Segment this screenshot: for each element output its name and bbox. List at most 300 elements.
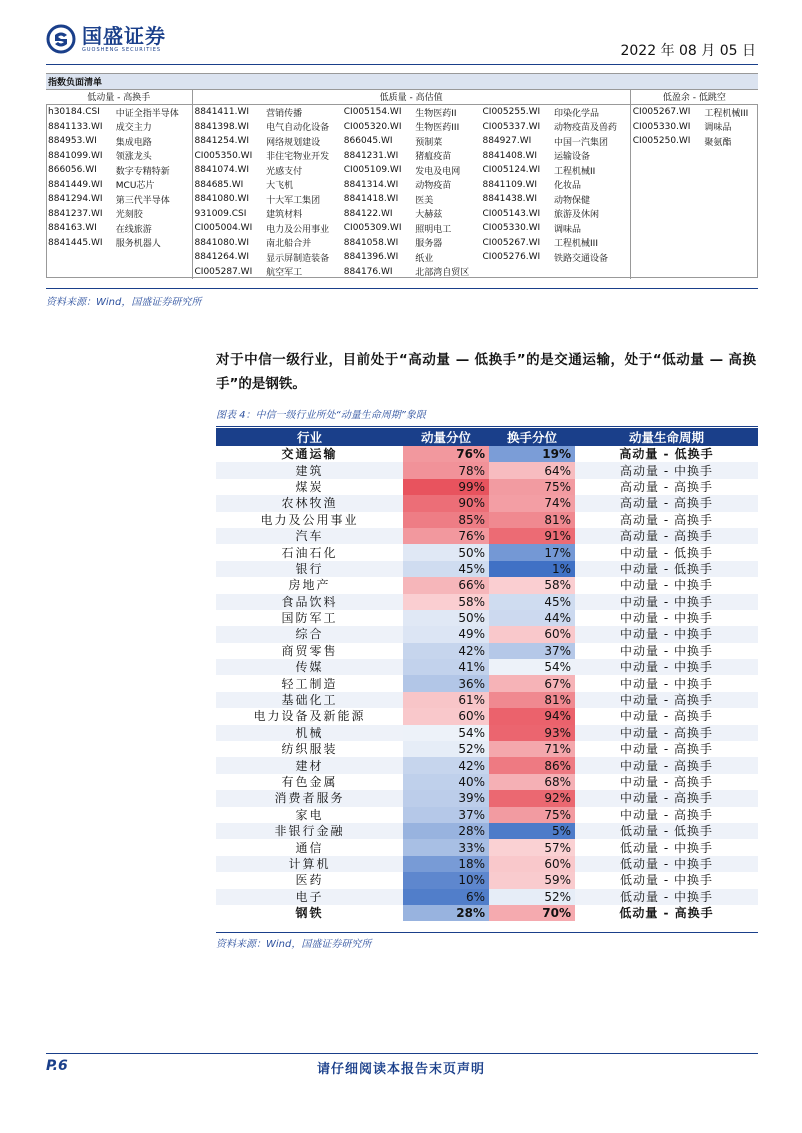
momentum-percentile: 50%	[403, 610, 489, 626]
footer-rule	[46, 1053, 758, 1054]
industry-name: 电力及公用事业	[216, 512, 403, 528]
index-list-group-row	[46, 89, 758, 105]
index-code: CI005267.WI	[630, 105, 702, 120]
index-name	[702, 192, 758, 207]
index-name: 第三代半导体	[115, 195, 170, 206]
cycle-quadrant: 中动量 - 高换手	[575, 790, 758, 806]
index-code: 8841398.WI	[192, 120, 264, 135]
industry-row	[216, 659, 758, 675]
turnover-percentile: 68%	[489, 774, 575, 790]
turnover-percentile: 81%	[489, 692, 575, 708]
cycle-quadrant: 低动量 - 中换手	[575, 889, 758, 905]
index-name: 服务器	[415, 239, 443, 250]
momentum-percentile: 40%	[403, 774, 489, 790]
index-code: CI005320.WI	[343, 121, 402, 132]
index-code: h30184.CSI	[48, 107, 100, 118]
industry-row	[216, 741, 758, 757]
index-name	[702, 221, 758, 236]
index-list-row	[46, 221, 758, 236]
turnover-percentile: 86%	[489, 757, 575, 773]
industry-name: 基础化工	[216, 692, 403, 708]
industry-row	[216, 544, 758, 560]
index-code: 8841418.WI	[343, 194, 399, 205]
index-name: 调味品	[704, 123, 732, 134]
momentum-percentile: 49%	[403, 626, 489, 642]
cycle-quadrant: 高动量 - 高换手	[575, 512, 758, 528]
turnover-percentile: 59%	[489, 872, 575, 888]
index-name: 光感支付	[266, 166, 303, 177]
index-name: 化妆品	[554, 181, 582, 192]
index-code: 8841264.WI	[192, 250, 264, 265]
index-code: CI005154.WI	[343, 107, 402, 118]
momentum-percentile: 78%	[403, 462, 489, 478]
industry-name: 食品饮料	[216, 594, 403, 610]
momentum-percentile: 76%	[403, 528, 489, 544]
index-code: 884163.WI	[48, 223, 97, 234]
index-code	[630, 221, 702, 236]
group-low-momentum-high-turnover: 低动量 - 高换手	[46, 89, 192, 105]
index-name: 营销传播	[266, 108, 303, 119]
turnover-percentile: 92%	[489, 790, 575, 806]
index-list-row	[46, 265, 758, 280]
momentum-percentile: 41%	[403, 659, 489, 675]
turnover-percentile: 70%	[489, 905, 575, 921]
page-header	[0, 0, 802, 70]
index-code: 8841411.WI	[192, 105, 264, 120]
index-list-row	[46, 207, 758, 222]
industry-name: 钢铁	[216, 905, 403, 921]
header-momentum: 动量分位	[403, 428, 489, 446]
index-code	[630, 207, 702, 222]
index-code: 8841080.WI	[192, 192, 264, 207]
header-cycle: 动量生命周期	[575, 428, 758, 446]
index-name: 显示屏制造装备	[266, 253, 330, 264]
index-code: 8841449.WI	[48, 179, 103, 190]
index-code: CI005330.WI	[630, 120, 702, 135]
cycle-quadrant: 低动量 - 低换手	[575, 823, 758, 839]
industry-name: 石油石化	[216, 544, 403, 560]
industry-row	[216, 495, 758, 511]
index-code: 8841099.WI	[48, 150, 103, 161]
turnover-percentile: 64%	[489, 462, 575, 478]
index-name: 网络规划建设	[266, 137, 321, 148]
momentum-percentile: 45%	[403, 561, 489, 577]
momentum-percentile: 60%	[403, 708, 489, 724]
industry-name: 传媒	[216, 659, 403, 675]
index-name: 工程机械III	[704, 108, 749, 119]
index-code: 8841254.WI	[192, 134, 264, 149]
industry-name: 农林牧渔	[216, 495, 403, 511]
index-name: 照明电工	[415, 224, 452, 235]
index-code	[630, 192, 702, 207]
index-code: CI005267.WI	[482, 237, 541, 248]
index-list-row	[46, 178, 758, 193]
index-list-row	[46, 163, 758, 178]
momentum-percentile: 85%	[403, 512, 489, 528]
momentum-percentile: 66%	[403, 577, 489, 593]
momentum-cycle-header-row	[216, 428, 758, 446]
index-code: 8841058.WI	[343, 237, 399, 248]
industry-name: 建筑	[216, 462, 403, 478]
industry-row	[216, 708, 758, 724]
turnover-percentile: 60%	[489, 856, 575, 872]
report-date: 2022 年 08 月 05 日	[620, 43, 756, 59]
index-code: 866045.WI	[343, 136, 393, 147]
index-code: 884927.WI	[482, 136, 532, 147]
index-code: 8841408.WI	[482, 150, 537, 161]
momentum-percentile: 50%	[403, 544, 489, 560]
industry-row	[216, 905, 758, 921]
turnover-percentile: 91%	[489, 528, 575, 544]
index-code: 8841445.WI	[48, 237, 103, 248]
index-name	[702, 207, 758, 222]
momentum-percentile: 99%	[403, 479, 489, 495]
index-code: 884953.WI	[48, 136, 97, 147]
index-code: CI005143.WI	[482, 208, 541, 219]
index-name	[702, 149, 758, 164]
momentum-percentile: 76%	[403, 446, 489, 462]
industry-name: 汽车	[216, 528, 403, 544]
cycle-quadrant: 中动量 - 高换手	[575, 741, 758, 757]
index-code	[481, 265, 553, 280]
industry-row	[216, 577, 758, 593]
index-code: CI005330.WI	[482, 223, 541, 234]
cycle-quadrant: 中动量 - 高换手	[575, 757, 758, 773]
index-name: 动物保健	[554, 195, 591, 206]
index-name: 聚氨酯	[704, 137, 732, 148]
index-code: CI005350.WI	[192, 149, 264, 164]
turnover-percentile: 45%	[489, 594, 575, 610]
industry-name: 通信	[216, 839, 403, 855]
momentum-percentile: 28%	[403, 823, 489, 839]
momentum-percentile: 52%	[403, 741, 489, 757]
turnover-percentile: 44%	[489, 610, 575, 626]
index-negative-list-table	[46, 74, 758, 279]
industry-row	[216, 675, 758, 691]
momentum-percentile: 36%	[403, 675, 489, 691]
cycle-quadrant: 中动量 - 中换手	[575, 610, 758, 626]
turnover-percentile: 54%	[489, 659, 575, 675]
index-name	[702, 236, 758, 251]
cycle-quadrant: 中动量 - 中换手	[575, 577, 758, 593]
index-code: CI005309.WI	[343, 223, 402, 234]
index-code: 8841080.WI	[192, 236, 264, 251]
industry-name: 有色金属	[216, 774, 403, 790]
turnover-percentile: 37%	[489, 643, 575, 659]
index-name: 医美	[415, 195, 434, 206]
industry-row	[216, 610, 758, 626]
cycle-quadrant: 低动量 - 高换手	[575, 905, 758, 921]
industry-row	[216, 528, 758, 544]
turnover-percentile: 60%	[489, 626, 575, 642]
footer-disclaimer: 请仔细阅读本报告末页声明	[316, 1062, 485, 1077]
turnover-percentile: 81%	[489, 512, 575, 528]
cycle-quadrant: 中动量 - 中换手	[575, 659, 758, 675]
industry-name: 纺织服装	[216, 741, 403, 757]
turnover-percentile: 5%	[489, 823, 575, 839]
index-code: 884122.WI	[343, 208, 393, 219]
turnover-percentile: 93%	[489, 725, 575, 741]
index-code: 8841231.WI	[343, 150, 399, 161]
momentum-percentile: 90%	[403, 495, 489, 511]
index-code: 866056.WI	[48, 165, 97, 176]
turnover-percentile: 94%	[489, 708, 575, 724]
index-name: 领涨龙头	[115, 152, 152, 163]
cycle-quadrant: 中动量 - 低换手	[575, 561, 758, 577]
index-name: 生物医药II	[415, 108, 457, 119]
industry-name: 家电	[216, 807, 403, 823]
index-code: CI005287.WI	[192, 265, 264, 280]
logo-icon	[46, 24, 76, 54]
page-number: P.6	[46, 1058, 68, 1074]
index-name	[702, 250, 758, 265]
index-list-title: 指数负面清单	[46, 74, 758, 89]
index-name: 铁路交通设备	[554, 253, 609, 264]
index-name: 调味品	[554, 224, 582, 235]
turnover-percentile: 74%	[489, 495, 575, 511]
index-name	[702, 163, 758, 178]
cycle-quadrant: 高动量 - 低换手	[575, 446, 758, 462]
index-code	[46, 250, 114, 265]
cycle-quadrant: 中动量 - 低换手	[575, 544, 758, 560]
momentum-percentile: 33%	[403, 839, 489, 855]
index-list-row	[46, 236, 758, 251]
index-name: 集成电路	[115, 137, 152, 148]
industry-row	[216, 774, 758, 790]
index-name: 成交主力	[115, 123, 152, 134]
index-name: 航空军工	[266, 268, 303, 279]
industry-name: 商贸零售	[216, 643, 403, 659]
industry-name: 轻工制造	[216, 675, 403, 691]
index-code: 8841396.WI	[343, 252, 399, 263]
industry-name: 非银行金融	[216, 823, 403, 839]
index-name	[114, 265, 192, 280]
turnover-percentile: 19%	[489, 446, 575, 462]
industry-row	[216, 462, 758, 478]
index-name: MCU芯片	[115, 181, 155, 192]
turnover-percentile: 17%	[489, 544, 575, 560]
cycle-quadrant: 高动量 - 中换手	[575, 462, 758, 478]
index-code: 8841237.WI	[48, 208, 103, 219]
index-code: 8841109.WI	[482, 179, 537, 190]
momentum-percentile: 39%	[403, 790, 489, 806]
momentum-percentile: 10%	[403, 872, 489, 888]
index-name: 工程机械II	[554, 166, 596, 177]
cycle-quadrant: 中动量 - 中换手	[575, 626, 758, 642]
industry-name: 综合	[216, 626, 403, 642]
cycle-quadrant: 低动量 - 中换手	[575, 856, 758, 872]
momentum-percentile: 6%	[403, 889, 489, 905]
index-list-row	[46, 105, 758, 120]
industry-name: 医药	[216, 872, 403, 888]
turnover-percentile: 67%	[489, 675, 575, 691]
index-code: 8841133.WI	[48, 121, 103, 132]
industry-row	[216, 807, 758, 823]
index-name: 印染化学品	[554, 108, 600, 119]
index-name: 大赫兹	[415, 210, 443, 221]
index-name: 服务机器人	[115, 239, 161, 250]
index-name	[552, 265, 630, 280]
industry-name: 国防军工	[216, 610, 403, 626]
index-name: 生物医药III	[415, 123, 460, 134]
index-name: 光刻胶	[115, 210, 143, 221]
index-name: 电力及公用事业	[266, 224, 330, 235]
momentum-percentile: 54%	[403, 725, 489, 741]
index-code: 8841314.WI	[343, 179, 399, 190]
index-name: 纸业	[415, 253, 434, 264]
index-code: CI005255.WI	[482, 107, 541, 118]
industry-row	[216, 790, 758, 806]
index-code: 8841438.WI	[482, 194, 537, 205]
index-name	[114, 250, 192, 265]
index-name: 电气自动化设备	[266, 123, 330, 134]
group-low-surplus-low-gap: 低盈余 - 低跳空	[630, 89, 758, 105]
industry-row	[216, 757, 758, 773]
index-name: 旅游及休闲	[554, 210, 600, 221]
index-code	[630, 250, 702, 265]
momentum-percentile: 42%	[403, 757, 489, 773]
momentum-percentile: 58%	[403, 594, 489, 610]
index-name: 在线旅游	[115, 224, 152, 235]
index-list-row	[46, 120, 758, 135]
index-code: CI005109.WI	[343, 165, 402, 176]
turnover-percentile: 75%	[489, 479, 575, 495]
index-name: 中证全指半导体	[115, 108, 179, 119]
index-code	[46, 265, 114, 280]
index-code: 8841294.WI	[48, 194, 103, 205]
index-name: 发电及电网	[415, 166, 461, 177]
header-industry: 行业	[216, 428, 403, 446]
industry-name: 电子	[216, 889, 403, 905]
industry-row	[216, 446, 758, 462]
index-code: 884176.WI	[343, 266, 393, 277]
index-name: 南北船合并	[266, 239, 312, 250]
turnover-percentile: 75%	[489, 807, 575, 823]
index-code: CI005337.WI	[482, 121, 541, 132]
industry-name: 消费者服务	[216, 790, 403, 806]
industry-row	[216, 839, 758, 855]
index-code	[630, 178, 702, 193]
company-logo	[46, 24, 166, 54]
index-code	[630, 163, 702, 178]
index-code	[630, 149, 702, 164]
momentum-percentile: 42%	[403, 643, 489, 659]
cycle-quadrant: 中动量 - 高换手	[575, 692, 758, 708]
body-paragraph: 对于中信一级行业，目前处于“高动量 — 低换手”的是交通运输，处于“低动量 — 高换手”的是钢铁。	[216, 352, 756, 392]
cycle-quadrant: 高动量 - 高换手	[575, 479, 758, 495]
index-code: CI005004.WI	[192, 221, 264, 236]
industry-row	[216, 889, 758, 905]
cycle-quadrant: 中动量 - 高换手	[575, 725, 758, 741]
index-name: 工程机械III	[554, 239, 598, 250]
cycle-quadrant: 低动量 - 中换手	[575, 839, 758, 855]
index-code: CI005250.WI	[630, 134, 702, 149]
index-name: 北部湾自贸区	[415, 268, 470, 279]
cycle-quadrant: 中动量 - 中换手	[575, 675, 758, 691]
index-list-title-row	[46, 74, 758, 89]
turnover-percentile: 58%	[489, 577, 575, 593]
index-name: 运输设备	[554, 152, 591, 163]
cycle-quadrant: 低动量 - 中换手	[575, 872, 758, 888]
momentum-percentile: 37%	[403, 807, 489, 823]
turnover-percentile: 57%	[489, 839, 575, 855]
index-code: 8841074.WI	[192, 163, 264, 178]
momentum-percentile: 18%	[403, 856, 489, 872]
cycle-quadrant: 中动量 - 高换手	[575, 774, 758, 790]
industry-row	[216, 872, 758, 888]
industry-row	[216, 643, 758, 659]
index-name: 预制菜	[415, 137, 443, 148]
index-name: 十大军工集团	[266, 195, 321, 206]
industry-name: 交通运输	[216, 446, 403, 462]
figure-source: 资料来源：Wind，国盛证券研究所	[216, 932, 758, 950]
index-name: 猪瘟疫苗	[415, 152, 452, 163]
industry-row	[216, 725, 758, 741]
group-low-quality-high-valuation: 低质量 - 高估值	[192, 89, 630, 105]
cycle-quadrant: 中动量 - 中换手	[575, 594, 758, 610]
cycle-quadrant: 中动量 - 高换手	[575, 807, 758, 823]
index-code: CI005124.WI	[482, 165, 541, 176]
logo-name-cn: 国盛证券	[82, 23, 166, 48]
index-code: 931009.CSI	[192, 207, 264, 222]
industry-row	[216, 561, 758, 577]
index-list-source: 资料来源：Wind，国盛证券研究所	[46, 288, 758, 308]
turnover-percentile: 71%	[489, 741, 575, 757]
index-name: 大飞机	[266, 181, 294, 192]
turnover-percentile: 1%	[489, 561, 575, 577]
index-name: 非住宅物业开发	[266, 152, 330, 163]
logo-name-en: GUOSHENG SECURITIES	[82, 46, 162, 53]
cycle-quadrant: 中动量 - 中换手	[575, 643, 758, 659]
momentum-percentile: 28%	[403, 905, 489, 921]
industry-row	[216, 594, 758, 610]
industry-name: 建材	[216, 757, 403, 773]
industry-row	[216, 823, 758, 839]
momentum-percentile: 61%	[403, 692, 489, 708]
index-list-row	[46, 250, 758, 265]
index-name: 中国一汽集团	[554, 137, 609, 148]
index-code: 884685.WI	[192, 178, 264, 193]
index-name: 动物疫苗	[415, 181, 452, 192]
index-code	[630, 265, 702, 280]
momentum-cycle-table	[216, 428, 758, 921]
turnover-percentile: 52%	[489, 889, 575, 905]
index-list-row	[46, 149, 758, 164]
cycle-quadrant: 高动量 - 高换手	[575, 528, 758, 544]
header-rule	[46, 64, 758, 65]
industry-name: 计算机	[216, 856, 403, 872]
index-name	[702, 178, 758, 193]
index-name: 数字专精特新	[115, 166, 170, 177]
industry-name: 电力设备及新能源	[216, 708, 403, 724]
industry-row	[216, 479, 758, 495]
industry-name: 煤炭	[216, 479, 403, 495]
index-name	[702, 265, 758, 280]
cycle-quadrant: 中动量 - 高换手	[575, 708, 758, 724]
industry-row	[216, 856, 758, 872]
header-turnover: 换手分位	[489, 428, 575, 446]
index-list-row	[46, 192, 758, 207]
index-list-row	[46, 134, 758, 149]
index-code: CI005276.WI	[482, 252, 541, 263]
industry-row	[216, 692, 758, 708]
industry-name: 银行	[216, 561, 403, 577]
figure-title: 图表 4：中信一级行业所处“动量生命周期”象限	[216, 406, 758, 427]
industry-name: 房地产	[216, 577, 403, 593]
index-name: 建筑材料	[266, 210, 303, 221]
index-code	[630, 236, 702, 251]
industry-row	[216, 512, 758, 528]
